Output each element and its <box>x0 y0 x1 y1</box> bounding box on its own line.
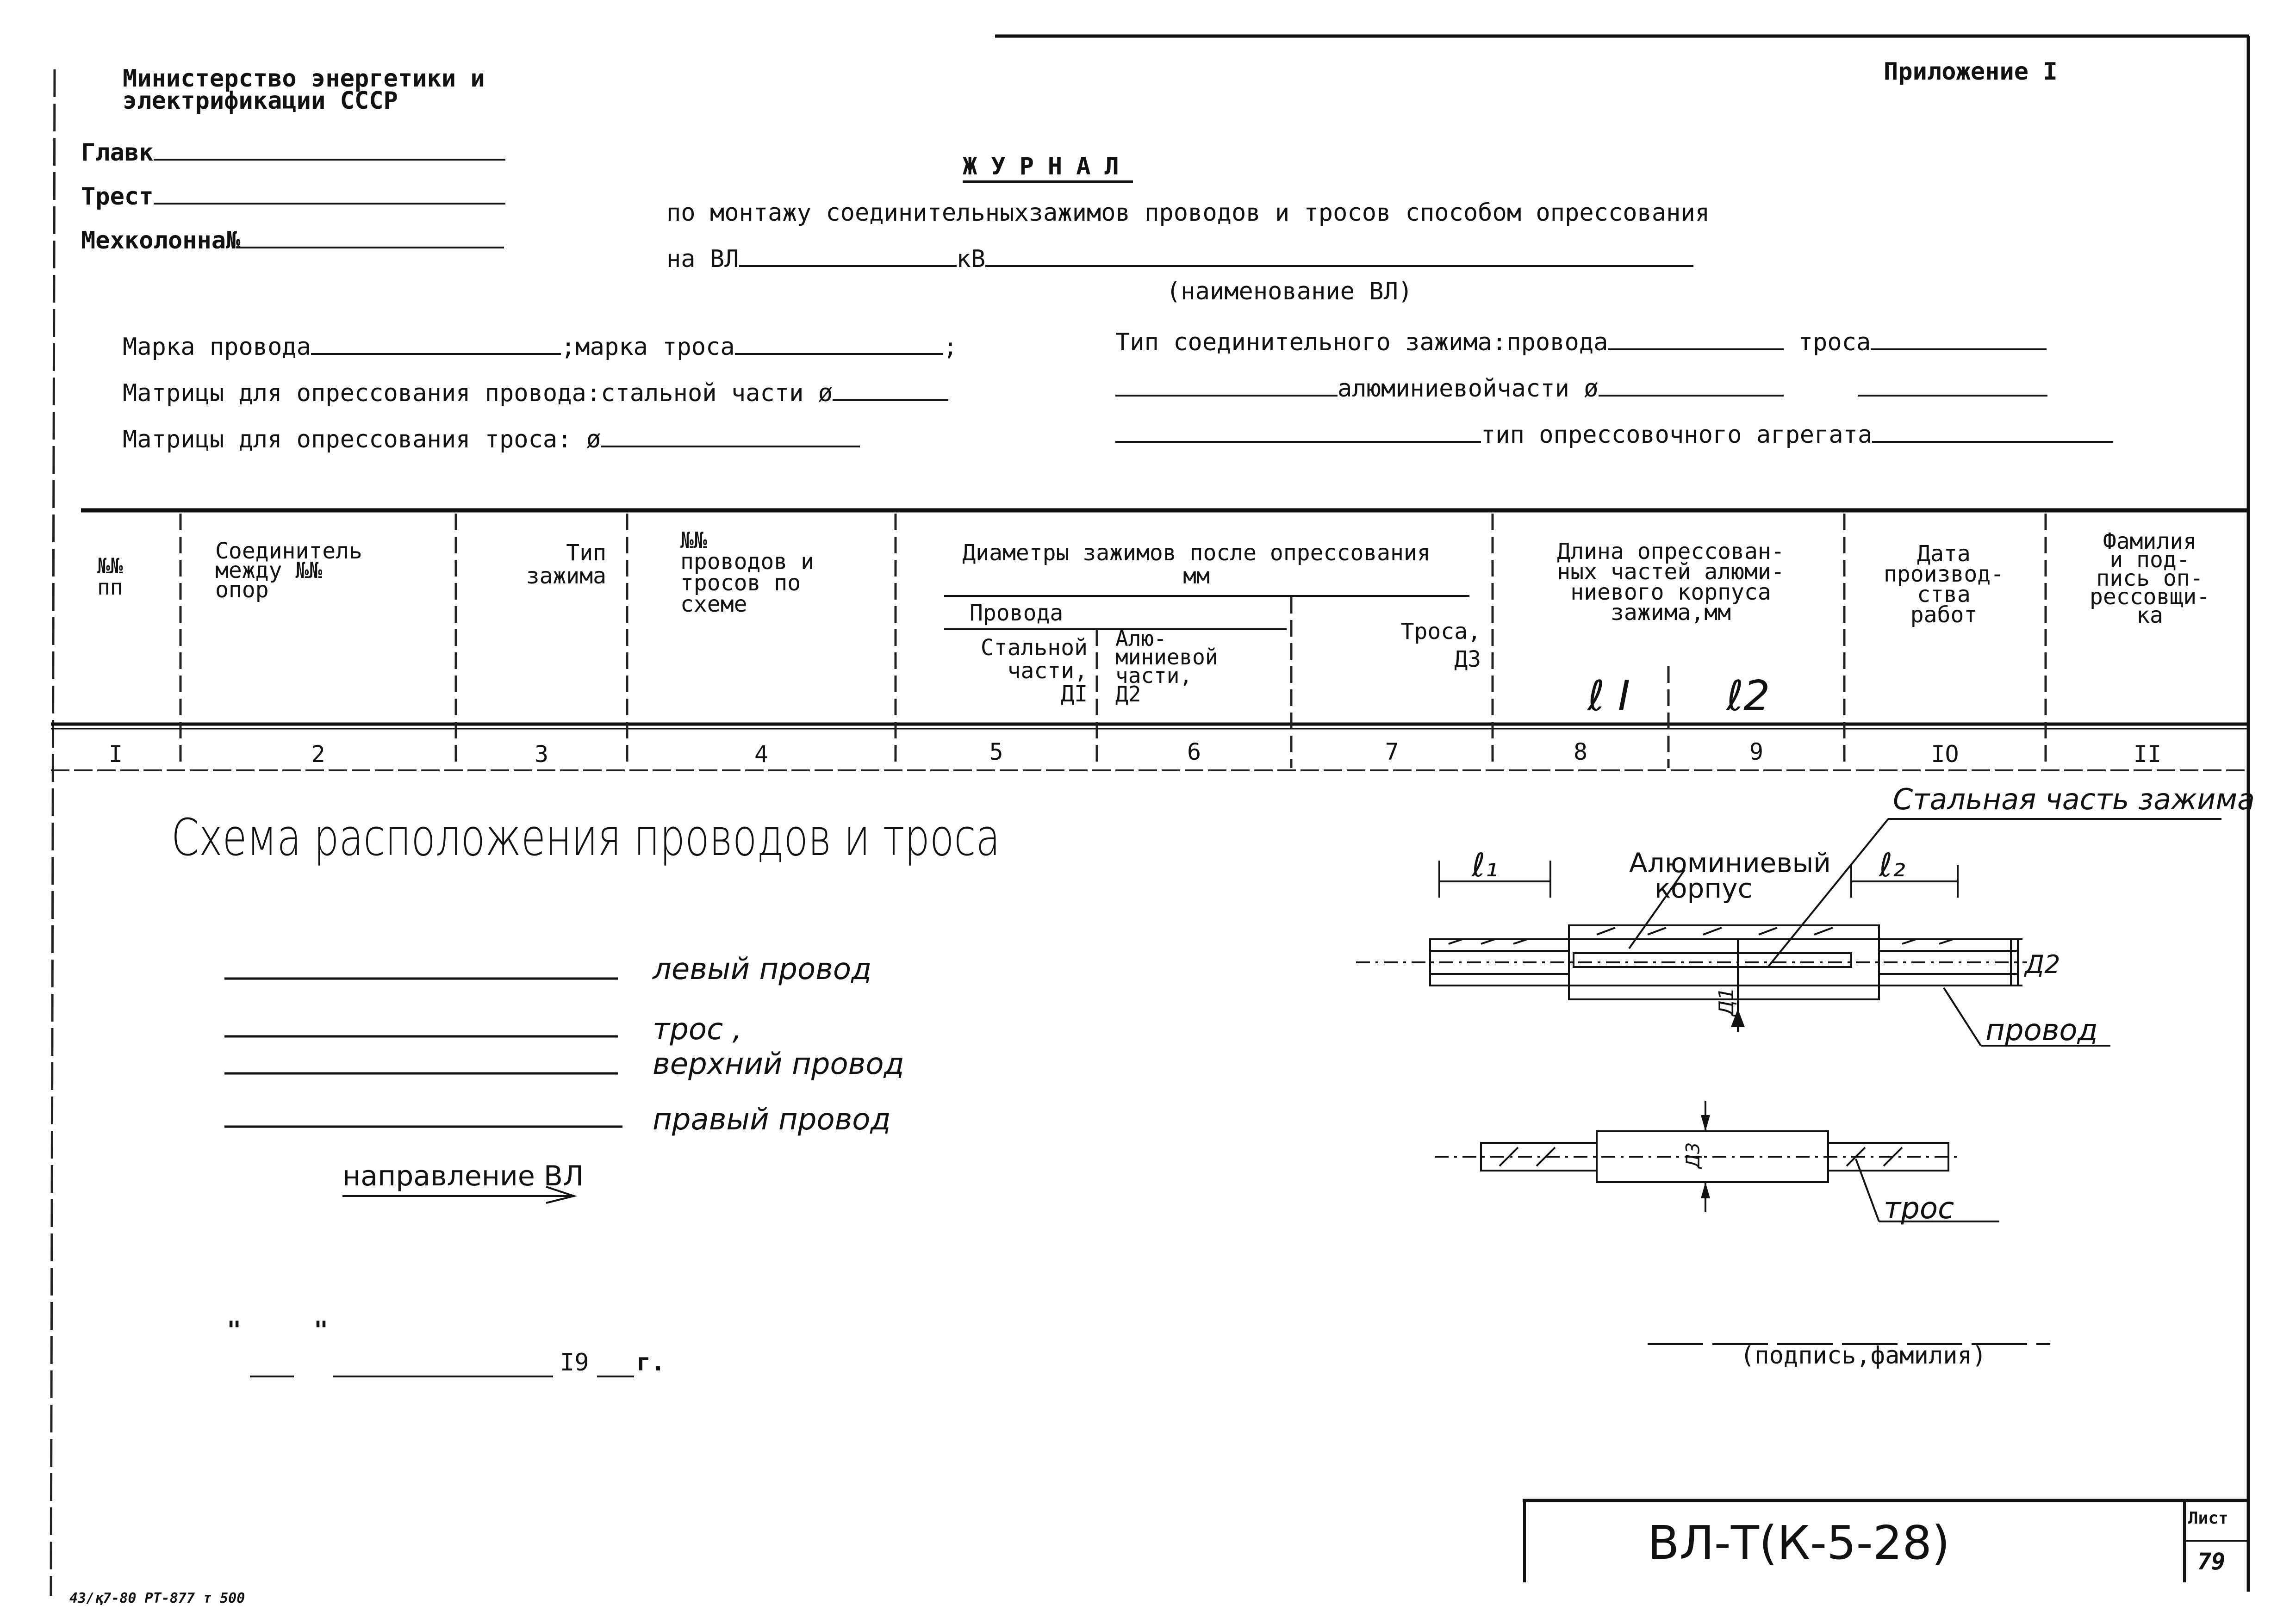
year-suffix: г. <box>636 1349 666 1376</box>
dies-wire-steel: Матрицы для опрессования провода:стальной части ø <box>123 377 948 407</box>
col-connector-header: Соединитель между №№ опор <box>215 538 362 603</box>
ministry-line1: Министерство энергетики и <box>123 65 485 93</box>
wire-brand: Марка провода ;марка троса ; <box>123 331 958 361</box>
direction-label: направление ВЛ <box>342 1160 584 1192</box>
date-quotes: " " <box>227 1316 329 1344</box>
col-number-8: 8 <box>1573 738 1588 765</box>
legend-cable: трос , <box>653 1012 742 1047</box>
signature-caption: (подпись,фамилия) <box>1740 1342 1987 1370</box>
cable-label: трос <box>1884 1191 1954 1226</box>
col-l1-header: ℓ I <box>1587 672 1630 720</box>
press-type: тип опрессовочного агрегата <box>1115 419 2113 449</box>
col-wires-header: №№ проводов и тросов по схеме <box>680 527 814 617</box>
col-num-header: №№ пп <box>97 553 123 600</box>
l2-label: ℓ₂ <box>1879 846 1905 884</box>
col-number-2: 2 <box>311 741 325 768</box>
d1-label: Д1 <box>1715 987 1739 1017</box>
year-label: I9 <box>560 1349 589 1376</box>
aluminum-body-label-2: корпус <box>1655 873 1753 904</box>
document-code: ВЛ-Т(К-5-28) <box>1648 1516 1950 1570</box>
col-number-9: 9 <box>1749 738 1764 765</box>
col-cable-header: Троса, Д3 <box>1400 619 1481 672</box>
trest-label: Трест <box>81 180 505 211</box>
d3-label: Д3 <box>1682 1142 1704 1169</box>
col-number-6: 6 <box>1187 738 1201 765</box>
appendix-label: Приложение I <box>1884 58 2058 86</box>
col-number-3: 3 <box>534 741 549 768</box>
scheme-title: Схема расположения проводов и троса <box>171 808 1001 867</box>
col-surname-header: Фамилия и под- пись оп- рессовщи- ка <box>2089 528 2210 628</box>
print-info: 43/қ7-80 РТ-877 т 500 <box>69 1590 245 1606</box>
col-date-header: Дата производ- ства работ <box>1883 541 2004 628</box>
steel-part-label: Стальная часть зажима <box>1893 782 2255 816</box>
col-number-1: I <box>108 741 123 768</box>
aluminum-body-label-1: Алюминиевый <box>1629 847 1831 879</box>
col-diameters-header: Диаметры зажимов после опрессования мм <box>962 540 1431 589</box>
col-clamp-type-header: Тип зажима <box>526 540 606 589</box>
col-number-7: 7 <box>1385 738 1399 765</box>
glavk-label: Главк <box>81 136 505 167</box>
vl-name-caption: (наименование ВЛ) <box>1166 278 1413 305</box>
d2-label: Д2 <box>2025 950 2060 979</box>
col-length-header: Длина опрессован- ных частей алюми- ниевого корпуса зажима,мм <box>1557 539 1785 626</box>
col-l2-header: ℓ2 <box>1726 672 1770 720</box>
journal-subtitle: по монтажу соединительныхзажимов проводов и тросов способом опрессования <box>666 199 1710 227</box>
col-number-5: 5 <box>989 738 1003 765</box>
col-wire-subheader: Провода <box>970 600 1064 626</box>
mekhkolonna-label: Мехколонна№ <box>81 224 504 254</box>
wire-label: провод <box>1985 1013 2098 1048</box>
col-alu-header: Алю- миниевой части, Д2 <box>1115 626 1218 707</box>
vl-line: на ВЛ кВ <box>666 243 1693 273</box>
dies-cable: Матрицы для опрессования троса: ø <box>123 423 860 453</box>
aluminum-part: алюминиевойчасти ø <box>1115 372 2047 403</box>
ministry-line2: электрификации СССР <box>123 87 398 115</box>
col-number-4: 4 <box>754 741 769 768</box>
sheet-number: 79 <box>2197 1548 2226 1575</box>
legend-left-wire: левый провод <box>653 952 872 986</box>
journal-title: ЖУРНАЛ <box>963 153 1133 183</box>
sheet-label: Лист <box>2188 1509 2228 1528</box>
clamp-type: Тип соединительного зажима:провода троса <box>1115 326 2047 356</box>
legend-upper-wire: верхний провод <box>653 1047 904 1081</box>
l1-label: ℓ₁ <box>1472 846 1498 884</box>
legend-right-wire: правый провод <box>653 1103 891 1137</box>
col-number-10: IO <box>1931 741 1959 768</box>
col-steel-header: Стальной части, ДI <box>980 635 1088 707</box>
col-number-11: II <box>2133 741 2162 768</box>
